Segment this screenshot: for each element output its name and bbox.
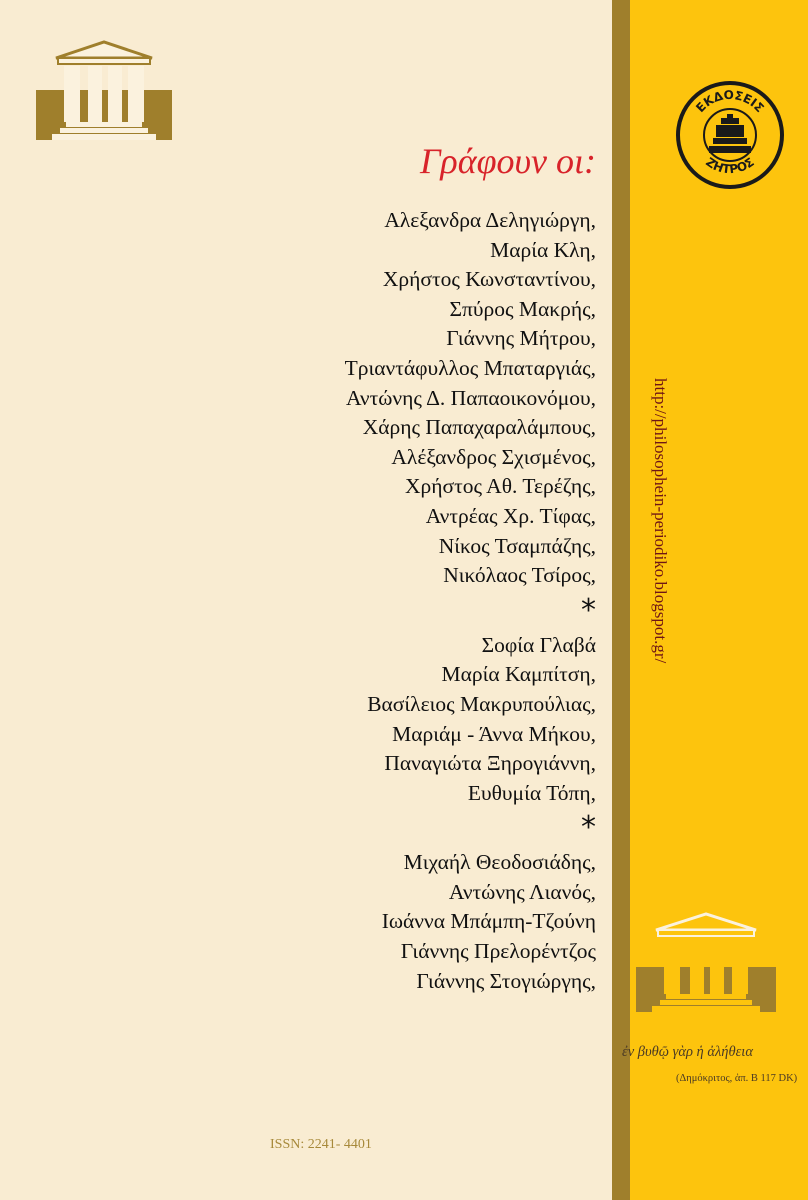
- contributors-list: [345, 206, 596, 996]
- contributor-name: Γιάννης Στογιώργης,: [416, 968, 596, 993]
- contributor-name: Νικόλαος Τσίρος,: [443, 563, 596, 588]
- divider-strip: [612, 0, 630, 1200]
- temple-logo-icon: [36, 40, 172, 140]
- contributor-name: Γιάννης Πρελορέντζος: [400, 939, 596, 964]
- contributor-name: Αλέξανδρος Σχισμένος,: [391, 444, 596, 469]
- issn-label: ISSN: 2241- 4401: [270, 1137, 372, 1152]
- contributor-name: Τριαντάφυλλος Μπαταργιάς,: [344, 355, 596, 380]
- section-separator: *: [581, 810, 596, 846]
- contributor-name: Σπύρος Μακρής,: [449, 296, 596, 321]
- contributor-name: Παναγιώτα Ξηρογιάννη,: [384, 751, 596, 776]
- svg-text:ΖΗΤΡΟΣ: ΖΗΤΡΟΣ: [703, 154, 757, 177]
- contributor-name: Χρήστος Αθ. Τερέζης,: [404, 474, 596, 499]
- contributor-name: Αντώνης Δ. Παπαοικονόμου,: [345, 385, 596, 410]
- motto-text: ἐν βυθῷ γὰρ ἡ ἀλήθεια: [622, 1044, 753, 1060]
- contributor-name: Ευθυμία Τόπη,: [467, 780, 596, 805]
- contributor-name: Μαρία Καμπίτση,: [441, 662, 596, 687]
- contributor-name: Μαριάμ - Άννα Μήκου,: [392, 721, 596, 746]
- contributor-name: Αντώνης Λιανός,: [448, 879, 596, 904]
- contributor-name: Σοφία Γλαβά: [481, 632, 596, 657]
- temple-logo-icon: [636, 912, 776, 1012]
- publisher-seal-icon: [675, 80, 785, 190]
- contributor-name: Μαρία Κλη,: [490, 237, 596, 262]
- contributor-name: Γιάννης Μήτρου,: [446, 326, 596, 351]
- contributor-name: Νίκος Τσαμπάζης,: [438, 533, 596, 558]
- section-separator: *: [581, 592, 596, 628]
- contributor-name: Χάρης Παπαχαραλάμπους,: [362, 415, 596, 440]
- contributor-name: Βασίλειος Μακρυπούλιας,: [367, 691, 596, 716]
- contributor-name: Μιχαήλ Θεοδοσιάδης,: [403, 850, 596, 875]
- svg-text:ΕΚΔΟΣΕΙΣ: ΕΚΔΟΣΕΙΣ: [693, 87, 767, 116]
- contributor-name: Ιωάννα Μπάμπη-Τζούνη: [381, 909, 596, 934]
- motto-attribution: (Δημόκριτος, ἀπ. Β 117 DK): [676, 1073, 798, 1084]
- contributors-heading: Γράφουν οι:: [419, 141, 596, 181]
- blog-url-link[interactable]: http://philosophein-periodiko.blogspot.gr/: [651, 378, 670, 664]
- blog-url-container: [646, 378, 676, 738]
- contributor-name: Αλεξανδρα Δεληγιώργη,: [384, 208, 596, 232]
- contributor-name: Αντρέας Χρ. Τίφας,: [425, 503, 596, 528]
- contributor-name: Χρήστος Κωνσταντίνου,: [382, 267, 596, 292]
